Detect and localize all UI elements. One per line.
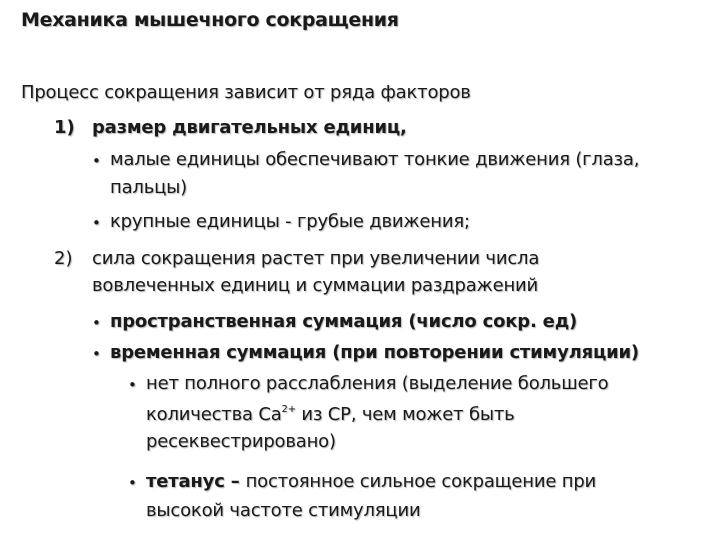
bullet-icon: • <box>128 474 137 492</box>
bullet-text-2-2: временная суммация (при повторении стимуляции) <box>110 342 639 363</box>
bullet-icon: • <box>92 152 101 170</box>
item-text-2-line2: вовлеченных единиц и суммации раздражений <box>92 275 539 296</box>
bullet-text-2-1: пространственная суммация (число сокр. ед) <box>110 311 578 332</box>
slide-title: Механика мышечного сокращения <box>21 9 399 31</box>
item-text-2-line1: сила сокращения растет при увеличении числа <box>92 248 540 269</box>
intro-text: Процесс сокращения зависит от ряда факторов <box>21 82 471 103</box>
item-number-1: 1) <box>54 117 75 138</box>
sub-bullet-text-1-line1: нет полного расслабления (выделение большего <box>146 373 609 394</box>
bullet-icon: • <box>92 314 101 332</box>
sub-bullet-text-2-line2: высокой частоте стимуляции <box>146 500 421 521</box>
bullet-text-1-2: крупные единицы - грубые движения; <box>110 211 470 232</box>
bullet-icon: • <box>92 345 101 363</box>
item-label-1: размер двигательных единиц, <box>92 117 407 138</box>
item-number-2: 2) <box>54 248 73 269</box>
sub-bullet-text-1-line3: ресеквестрировано) <box>146 431 336 452</box>
bullet-text-1-1: малые единицы обеспечивают тонкие движения (глаза, <box>110 149 640 170</box>
sub-bullet-text-2-line1: тетанус – постоянное сильное сокращение при <box>146 471 597 492</box>
sub-bullet-text-1-line2: количества $Са^{2+}$ из СР, чем может быть <box>146 404 515 425</box>
bullet-text-1-1-cont: пальцы) <box>110 177 187 198</box>
bullet-icon: • <box>92 214 101 232</box>
bullet-icon: • <box>128 376 137 394</box>
